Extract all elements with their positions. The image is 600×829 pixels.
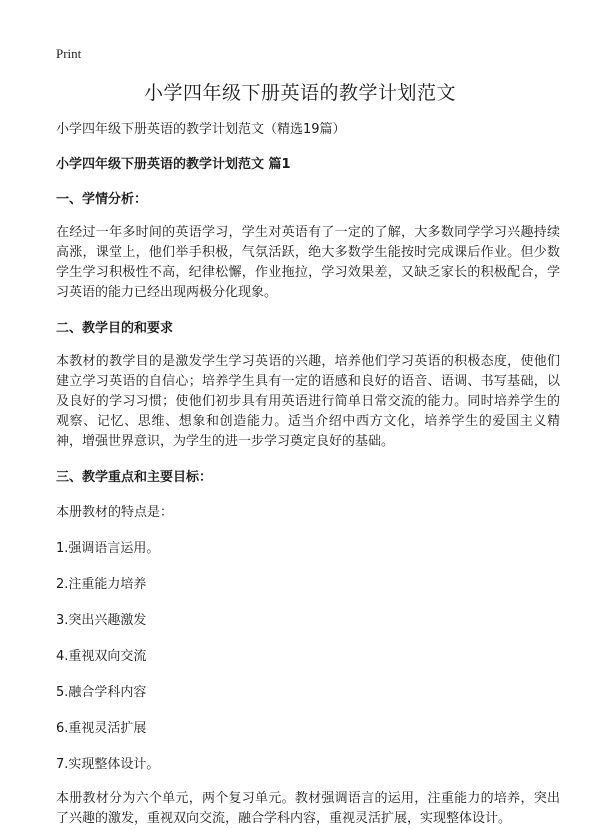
print-link[interactable]: Print xyxy=(56,46,82,61)
page-title: 小学四年级下册英语的教学计划范文 xyxy=(143,82,456,104)
list-item: 3.突出兴趣激发 xyxy=(56,613,147,628)
section-heading-3: 三、教学重点和主要目标： xyxy=(56,470,213,485)
document-subtitle: 小学四年级下册英语的教学计划范文（精选19篇） xyxy=(56,122,346,137)
list-item: 5.融合学科内容 xyxy=(56,685,147,700)
section-heading-2: 二、教学目的和要求 xyxy=(56,321,174,336)
list-item: 7.实现整体设计。 xyxy=(56,757,160,772)
list-item: 4.重视双向交流 xyxy=(56,649,147,664)
section-paragraph-1: 在经过一年多时间的英语学习，学生对英语有了一定的了解，大多数同学学习兴趣持续高涨，课堂上，他们举手积极，气氛活跃，绝大多数学生能按时完成课后作业。但少数学生学习积极性不高，纪律松懈，作业拖拉，学习效果差，又缺乏家长的积极配合，学习英语的能力已经出现两极分化现象。 xyxy=(56,225,560,300)
article-heading: 小学四年级下册英语的教学计划范文 篇1 xyxy=(56,157,291,172)
section-heading-1: 一、学情分析： xyxy=(56,192,148,207)
section-intro: 本册教材的特点是： xyxy=(56,505,174,520)
list-item: 6.重视灵活扩展 xyxy=(56,721,147,736)
list-item: 2.注重能力培养 xyxy=(56,577,147,592)
document-body xyxy=(56,118,560,829)
section-paragraph-2: 本教材的教学目的是激发学生学习英语的兴趣，培养他们学习英语的积极态度，使他们建立学习英语的自信心；培养学生具有一定的语感和良好的语音、语调、书写基础，以及良好的学习习惯；使他们初步具有用英语进行简单日常交流的能力。同时培养学生的观察、记忆、思维、想象和创造能力。适当介绍中西方文化，培养学生的爱国主义精神，增强世界意识，为学生的进一步学习奠定良好的基础。 xyxy=(56,354,560,449)
list-item: 1.强调语言运用。 xyxy=(56,541,160,556)
section-closing-paragraph: 本册教材分为六个单元，两个复习单元。教材强调语言的运用，注重能力的培养，突出了兴趣的激发，重视双向交流，融合学科内容，重视灵活扩展，实现整体设计。 xyxy=(56,791,560,826)
